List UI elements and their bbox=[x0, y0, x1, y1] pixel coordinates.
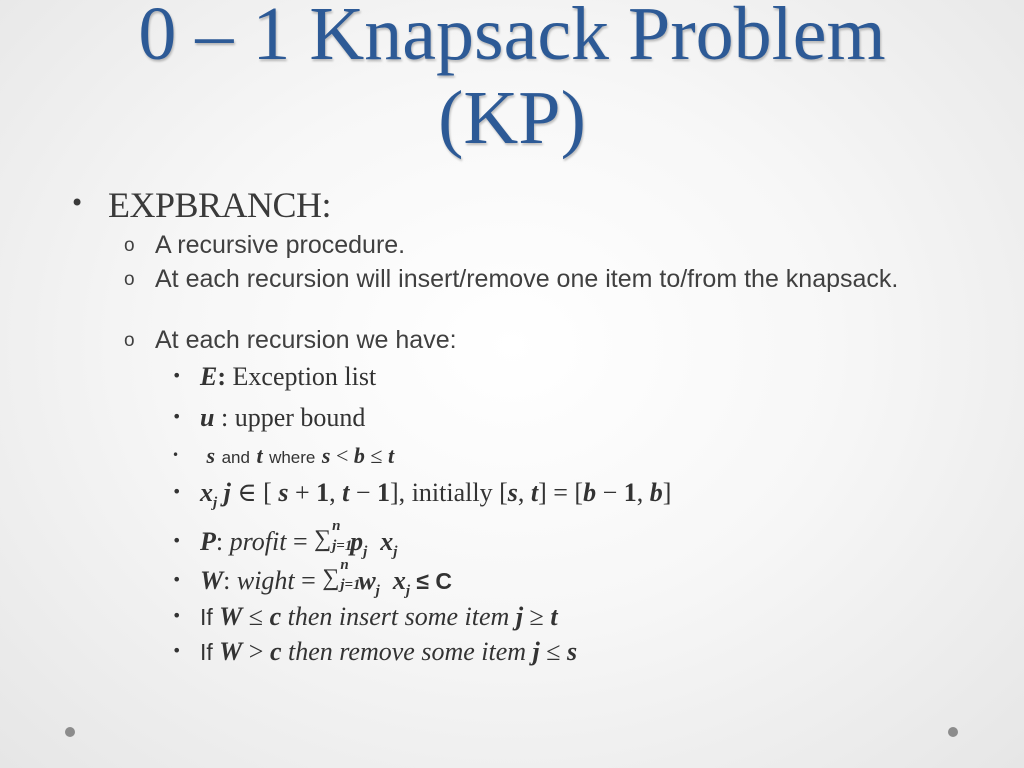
sigma-glyph: ∑ bbox=[314, 526, 332, 552]
j-subscript: j bbox=[393, 544, 398, 561]
j-symbol: j bbox=[223, 478, 231, 507]
title-line-1: 0 – 1 Knapsack Problem bbox=[138, 0, 886, 76]
sum-lower: j=1 bbox=[340, 577, 361, 593]
bullet-icon: • bbox=[172, 641, 182, 660]
minus: − bbox=[349, 478, 378, 507]
heading-text: EXPBRANCH: bbox=[108, 185, 332, 225]
symbol-s: s bbox=[206, 443, 216, 468]
point-text: upper bound bbox=[234, 403, 366, 432]
s-symbol: s bbox=[278, 478, 289, 507]
in-sign: ∈ [ bbox=[230, 478, 279, 507]
w-symbol: W bbox=[200, 566, 224, 595]
point-if-insert bbox=[172, 602, 558, 632]
s-symbol: s bbox=[567, 637, 578, 666]
sub-item-text: A recursive procedure. bbox=[155, 231, 406, 259]
bracket-close: ] bbox=[662, 478, 672, 507]
insert-text: then insert some item bbox=[281, 602, 516, 631]
j-subscript: j bbox=[375, 583, 380, 600]
j-symbol: j bbox=[515, 602, 524, 631]
bullet-icon: • bbox=[172, 606, 182, 625]
ge-sign: ≥ bbox=[523, 602, 551, 631]
s-symbol: s bbox=[507, 478, 518, 507]
t-symbol: t bbox=[530, 478, 539, 507]
sum-upper: n bbox=[332, 518, 341, 534]
one: 1 bbox=[316, 478, 330, 507]
comma: , bbox=[329, 478, 343, 507]
bullet-icon: • bbox=[172, 482, 182, 501]
colon: : bbox=[215, 527, 230, 556]
bullet-icon: • bbox=[172, 366, 182, 385]
expr-b: b bbox=[353, 443, 365, 468]
one: 1 bbox=[623, 478, 637, 507]
sum-icon bbox=[314, 518, 353, 554]
circle-bullet-icon: o bbox=[124, 330, 135, 351]
t-symbol: t bbox=[342, 478, 350, 507]
symbol-e: E bbox=[200, 362, 218, 391]
le-sign: ≤ bbox=[539, 637, 568, 666]
sub-item-3 bbox=[124, 327, 964, 354]
if-text: If bbox=[200, 604, 220, 630]
p-term: p bbox=[350, 527, 364, 556]
w-symbol: W bbox=[219, 602, 243, 631]
corner-dot-icon bbox=[948, 727, 958, 737]
symbol-t: t bbox=[256, 443, 263, 468]
sub-item-text: At each recursion we have: bbox=[155, 326, 457, 354]
c-symbol: c bbox=[269, 602, 282, 631]
title-line-2: (KP) bbox=[438, 76, 586, 160]
equals: = bbox=[294, 566, 323, 595]
point-upper-bound bbox=[172, 403, 365, 433]
point-s-and-t bbox=[172, 440, 394, 470]
c-symbol: c bbox=[269, 637, 282, 666]
colon: : bbox=[214, 403, 235, 432]
sigma-glyph: ∑ bbox=[322, 565, 340, 591]
minus: − bbox=[596, 478, 624, 507]
j-symbol: j bbox=[532, 637, 540, 666]
x-term: x bbox=[392, 566, 406, 595]
point-xj-range bbox=[172, 478, 671, 512]
bullet-icon: • bbox=[172, 570, 182, 589]
sum-icon bbox=[322, 557, 361, 593]
plus: + bbox=[288, 478, 317, 507]
corner-dot-icon bbox=[65, 727, 75, 737]
j-subscript: j bbox=[213, 495, 218, 512]
point-weight bbox=[172, 557, 453, 600]
circle-bullet-icon: o bbox=[124, 235, 135, 256]
and-text: and bbox=[221, 448, 250, 467]
bullet-icon: • bbox=[70, 189, 84, 217]
expr-t: t bbox=[387, 443, 395, 468]
le-capacity: ≤ C bbox=[410, 568, 453, 594]
equals: ] = [ bbox=[538, 478, 584, 507]
t-symbol: t bbox=[550, 602, 558, 631]
bracket-close: ], bbox=[390, 478, 406, 507]
point-profit bbox=[172, 518, 398, 561]
j-subscript: j bbox=[363, 544, 368, 561]
profit-word: profit bbox=[229, 527, 287, 556]
heading-bullet bbox=[70, 184, 331, 226]
expr-s: s bbox=[321, 443, 331, 468]
w-symbol: W bbox=[219, 637, 243, 666]
sub-item-1 bbox=[124, 232, 964, 259]
point-text: Exception list bbox=[226, 362, 377, 391]
le-sign: ≤ bbox=[242, 602, 270, 631]
initially-text: initially bbox=[405, 478, 500, 507]
bullet-icon: • bbox=[172, 407, 182, 426]
circle-bullet-icon: o bbox=[124, 269, 135, 290]
x-term: x bbox=[380, 527, 394, 556]
where-text: where bbox=[269, 448, 316, 467]
sub-item-2 bbox=[124, 266, 964, 293]
lt-sign: < bbox=[330, 443, 354, 468]
if-text: If bbox=[200, 639, 220, 665]
le-sign: ≤ bbox=[364, 443, 388, 468]
sum-upper: n bbox=[340, 557, 349, 573]
x-symbol: x bbox=[200, 478, 213, 507]
wight-word: wight bbox=[236, 566, 295, 595]
bullet-icon: • bbox=[172, 448, 180, 462]
b-symbol: b bbox=[583, 478, 597, 507]
bullet-icon: • bbox=[172, 531, 182, 550]
symbol-u: u bbox=[200, 403, 215, 432]
remove-text: then remove some item bbox=[281, 637, 533, 666]
point-exception-list bbox=[172, 362, 376, 392]
one: 1 bbox=[377, 478, 391, 507]
colon: : bbox=[217, 362, 227, 391]
comma: , bbox=[636, 478, 650, 507]
j-subscript: j bbox=[405, 583, 411, 600]
comma: , bbox=[517, 478, 531, 507]
b-symbol: b bbox=[649, 478, 663, 507]
equals: = bbox=[286, 527, 315, 556]
bracket-open: [ bbox=[499, 478, 508, 507]
w-term: w bbox=[358, 566, 376, 595]
sub-item-text: At each recursion will insert/remove one item to/from the knapsack. bbox=[155, 265, 899, 293]
slide-title bbox=[0, 0, 1024, 160]
p-symbol: P bbox=[200, 527, 216, 556]
gt-sign: > bbox=[242, 637, 270, 666]
colon: : bbox=[223, 566, 237, 595]
point-if-remove bbox=[172, 637, 577, 667]
sum-lower: j=1 bbox=[332, 538, 353, 554]
